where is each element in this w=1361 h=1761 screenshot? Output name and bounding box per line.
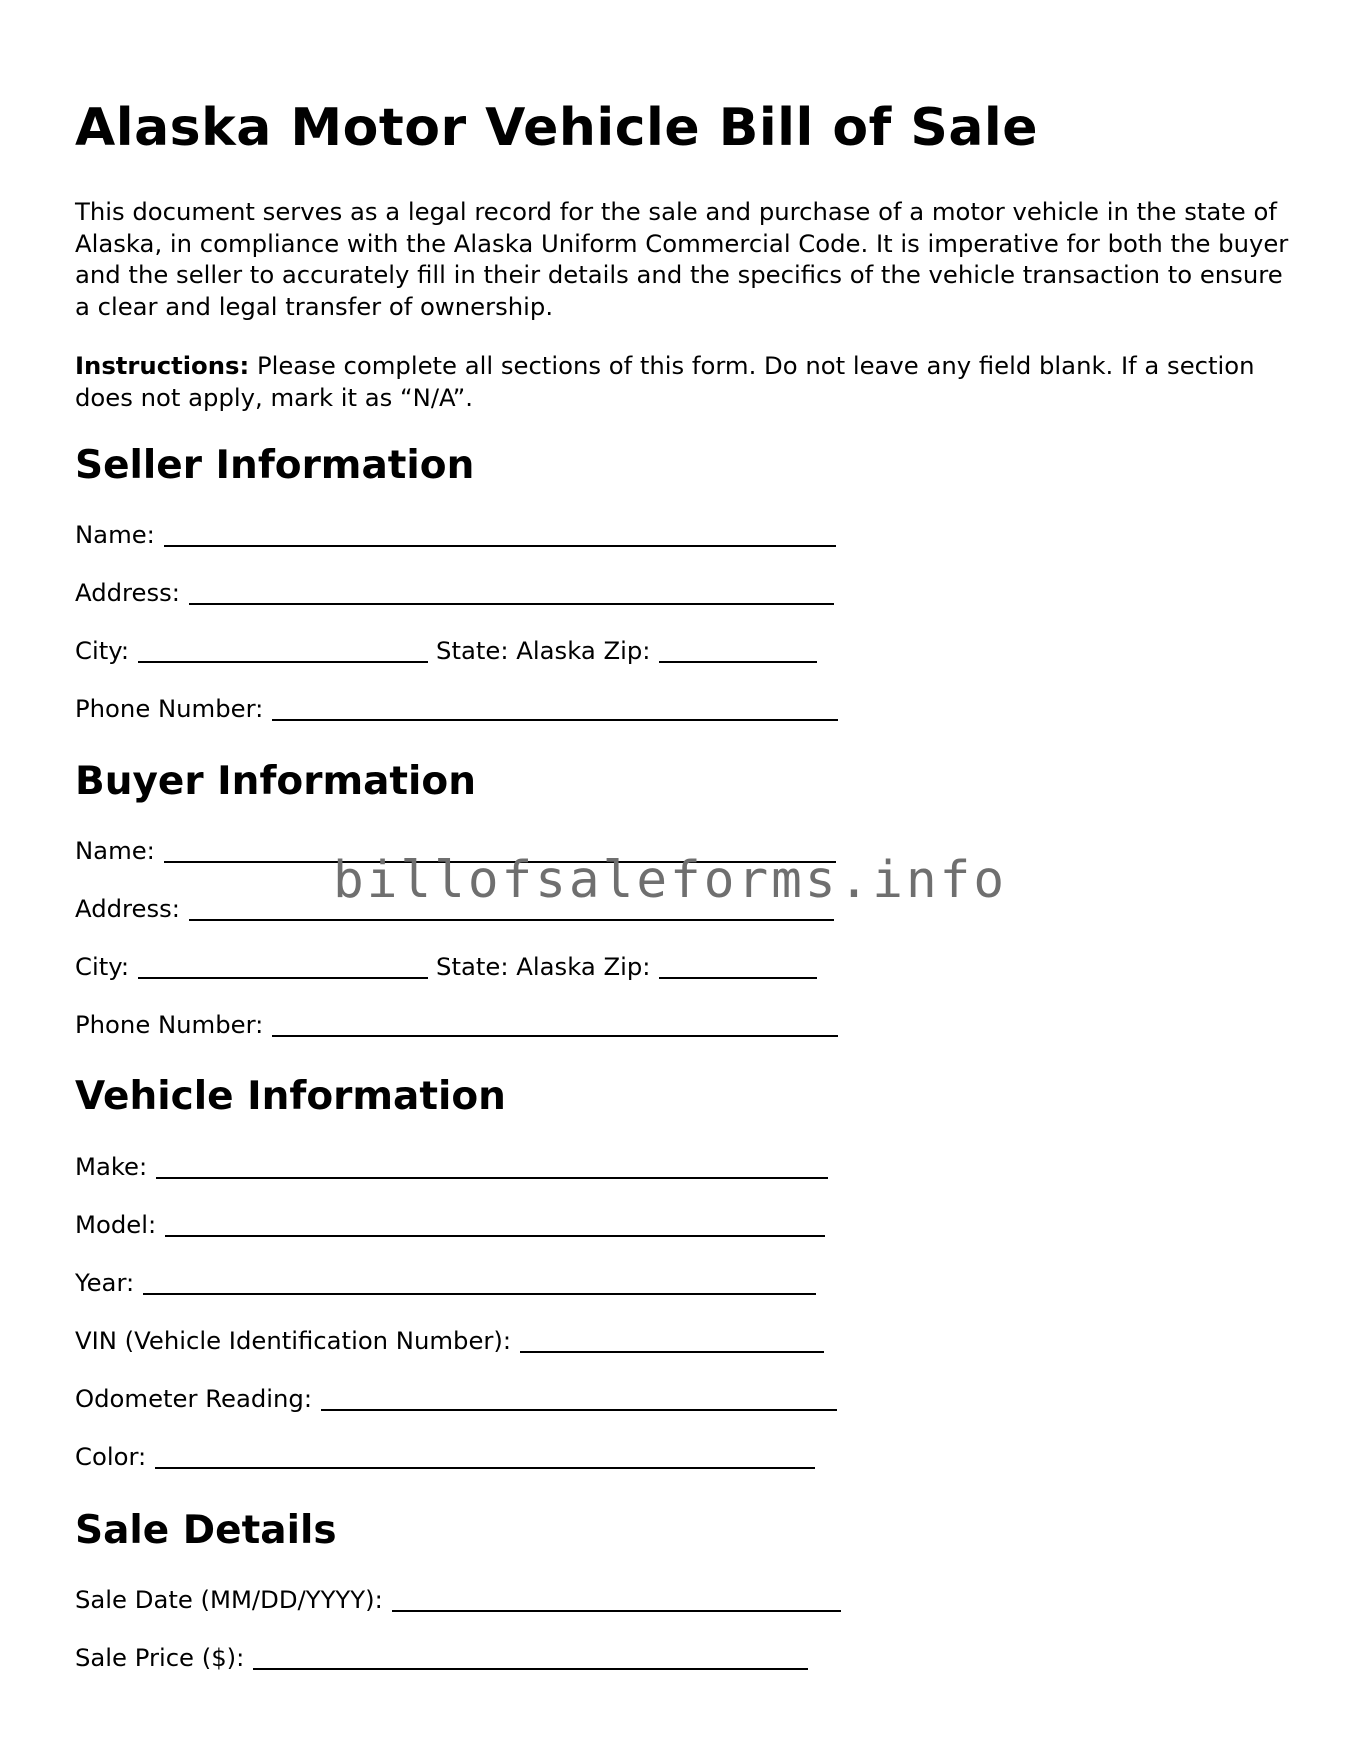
buyer-phone-row	[75, 1008, 846, 1042]
watermark-text: billofsaleforms.info	[333, 851, 1008, 910]
vehicle-color-blank[interactable]	[155, 1440, 815, 1469]
seller-phone-label: Phone Number:	[75, 694, 264, 723]
instructions-label: Instructions:	[75, 351, 250, 380]
seller-city-row	[75, 634, 825, 668]
seller-city-blank[interactable]	[138, 634, 428, 663]
seller-city-label: City:	[75, 636, 130, 665]
vehicle-make-row	[75, 1150, 836, 1184]
intro-paragraph: This document serves as a legal record for the sale and purchase of a motor vehicle in the state of Alaska, in compliance with the Alaska Uniform Commercial Code. It is imperative for both the buyer and the seller to accurately fill in their details and the specifics of the vehicle transaction to ensure a clear and legal transfer of ownership.	[75, 197, 1289, 321]
vehicle-vin-row	[75, 1324, 832, 1358]
buyer-city-blank[interactable]	[138, 950, 428, 979]
vehicle-year-label: Year:	[75, 1268, 135, 1297]
vehicle-odometer-row	[75, 1382, 845, 1416]
buyer-phone-label: Phone Number:	[75, 1010, 264, 1039]
seller-zip-blank[interactable]	[659, 634, 817, 663]
buyer-state-zip-label: State: Alaska Zip:	[436, 952, 651, 981]
buyer-address-label: Address:	[75, 894, 180, 923]
vehicle-year-blank[interactable]	[143, 1266, 816, 1295]
seller-name-label: Name:	[75, 520, 155, 549]
vehicle-model-blank[interactable]	[165, 1208, 825, 1237]
sale-price-blank[interactable]	[253, 1641, 808, 1670]
sale-date-label: Sale Date (MM/DD/YYYY):	[75, 1585, 383, 1614]
seller-address-label: Address:	[75, 578, 180, 607]
vehicle-model-row	[75, 1208, 833, 1242]
vehicle-odometer-blank[interactable]	[321, 1382, 837, 1411]
seller-address-row	[75, 576, 842, 610]
sale-heading: Sale Details	[75, 1508, 337, 1553]
buyer-zip-blank[interactable]	[659, 950, 817, 979]
instructions-paragraph	[75, 350, 1295, 413]
document-title: Alaska Motor Vehicle Bill of Sale	[75, 98, 1039, 158]
vehicle-make-blank[interactable]	[156, 1150, 828, 1179]
vehicle-heading: Vehicle Information	[75, 1074, 506, 1119]
vehicle-year-row	[75, 1266, 824, 1300]
seller-name-row	[75, 518, 844, 552]
seller-phone-blank[interactable]	[272, 692, 838, 721]
buyer-heading: Buyer Information	[75, 759, 476, 804]
seller-heading: Seller Information	[75, 443, 475, 488]
buyer-phone-blank[interactable]	[272, 1008, 838, 1037]
sale-date-row	[75, 1583, 849, 1617]
sale-price-row	[75, 1641, 816, 1675]
sale-date-blank[interactable]	[392, 1583, 841, 1612]
vehicle-color-label: Color:	[75, 1442, 147, 1471]
buyer-city-row	[75, 950, 825, 984]
vehicle-color-row	[75, 1440, 823, 1474]
seller-name-blank[interactable]	[164, 518, 836, 547]
vehicle-model-label: Model:	[75, 1210, 157, 1239]
vehicle-vin-label: VIN (Vehicle Identification Number):	[75, 1326, 512, 1355]
seller-phone-row	[75, 692, 846, 726]
seller-state-zip-label: State: Alaska Zip:	[436, 636, 651, 665]
seller-address-blank[interactable]	[189, 576, 834, 605]
buyer-city-label: City:	[75, 952, 130, 981]
vehicle-make-label: Make:	[75, 1152, 148, 1181]
vehicle-vin-blank[interactable]	[520, 1324, 824, 1353]
vehicle-odometer-label: Odometer Reading:	[75, 1384, 313, 1413]
sale-price-label: Sale Price ($):	[75, 1643, 245, 1672]
instructions-text: Please complete all sections of this form. Do not leave any field blank. If a section does not apply, mark it as “N/A”.	[75, 351, 1255, 412]
buyer-name-label: Name:	[75, 836, 155, 865]
